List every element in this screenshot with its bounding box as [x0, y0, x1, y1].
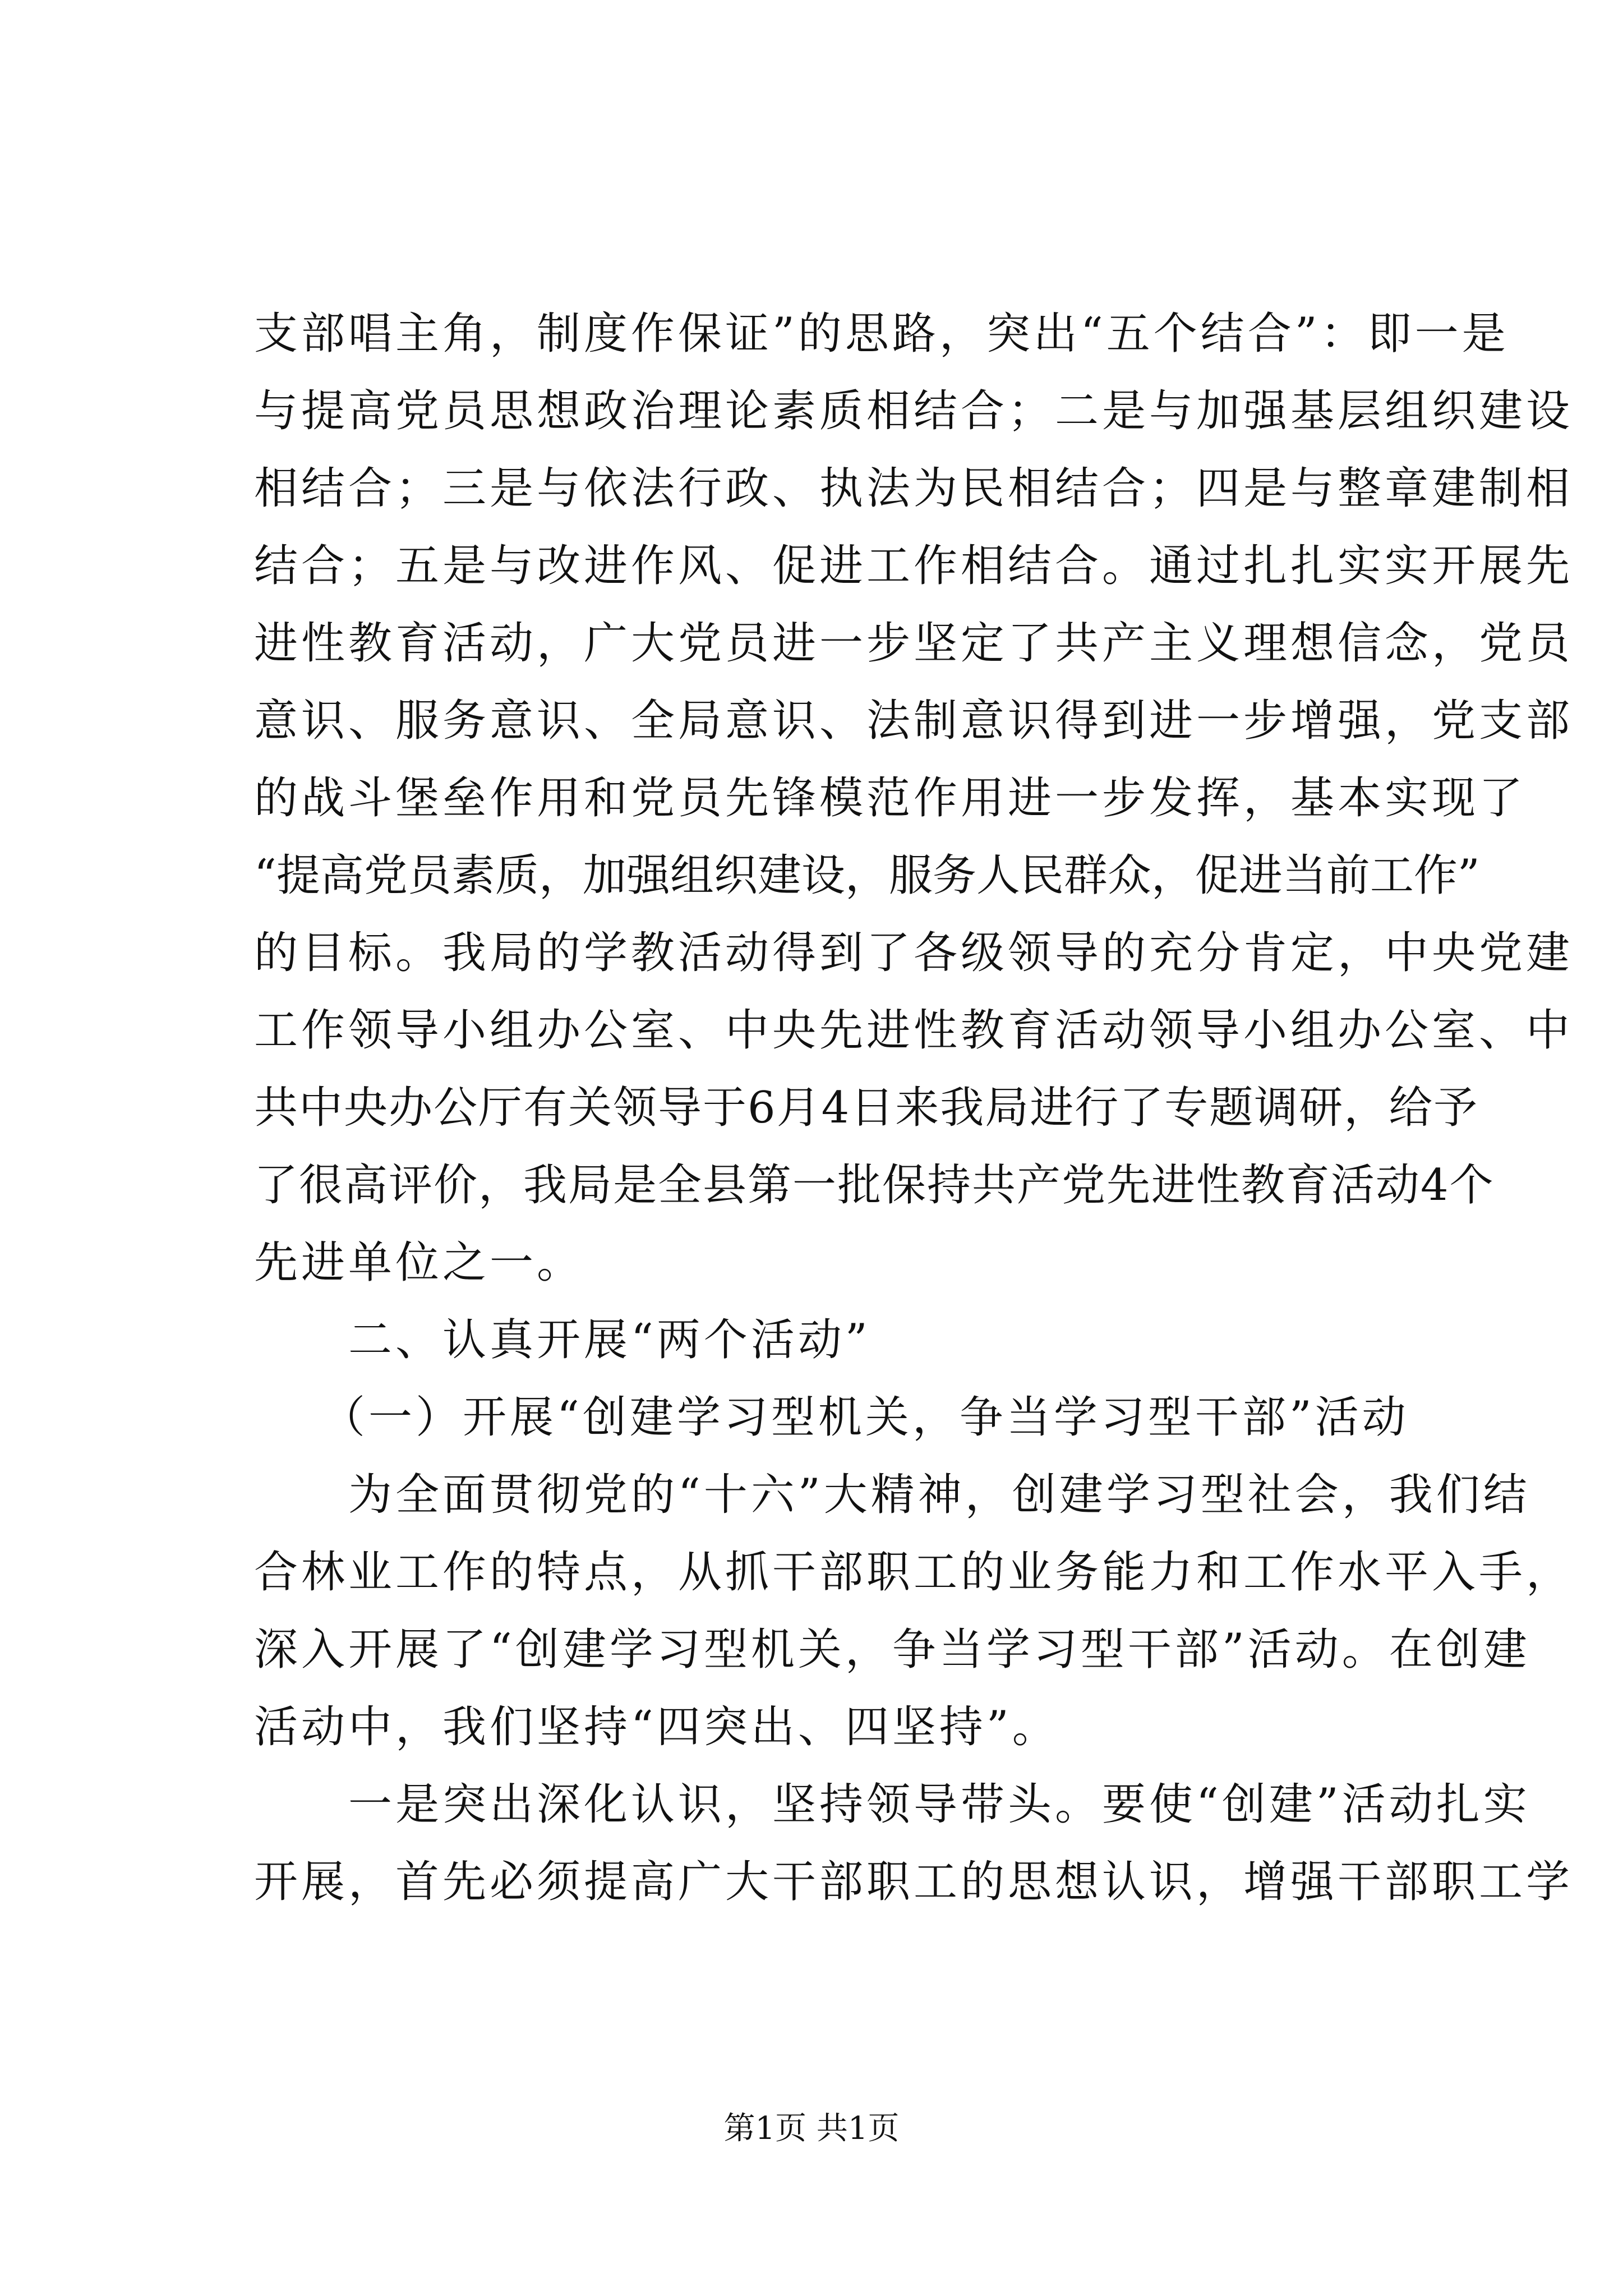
text-line: 共中央办公厅有关领导于6月4日来我局进行了专题调研，给予 [254, 1083, 1479, 1133]
text-line: 的战斗堡垒作用和党员先锋模范作用进一步发挥，基本实现了 [254, 773, 1527, 823]
text-line: 先进单位之一。 [254, 1237, 584, 1288]
subsection-heading: （一）开展“创建学习型机关，争当学习型干部”活动 [321, 1392, 1409, 1443]
page-footer: 第1页 共1页 [723, 2110, 900, 2147]
text-line: 进性教育活动，广大党员进一步坚定了共产主义理想信念，党员 [254, 618, 1574, 669]
text-line: 合林业工作的特点，从抓干部职工的业务能力和工作水平入手， [254, 1547, 1574, 1598]
text-line: 的目标。我局的学教活动得到了各级领导的充分肯定，中央党建 [254, 928, 1574, 978]
text-line: 与提高党员思想政治理论素质相结合；二是与加强基层组织建设 [254, 386, 1574, 436]
text-line: 开展，首先必须提高广大干部职工的思想认识，增强干部职工学 [254, 1857, 1574, 1907]
text-line: 一是突出深化认识，坚持领导带头。要使“创建”活动扎实 [348, 1779, 1530, 1830]
text-line: 为全面贯彻党的“十六”大精神，创建学习型社会，我们结 [348, 1470, 1530, 1520]
text-line: 结合；五是与改进作风、促进工作相结合。通过扎扎实实开展先 [254, 541, 1574, 591]
text-line: 了很高评价，我局是全县第一批保持共产党先进性教育活动4个 [254, 1160, 1495, 1211]
text-line: 支部唱主角，制度作保证”的思路，突出“五个结合”：即一是 [254, 309, 1509, 359]
section-heading: 二、认真开展“两个活动” [348, 1315, 871, 1365]
text-line: 相结合；三是与依法行政、执法为民相结合；四是与整章建制相 [254, 463, 1574, 514]
text-line: 深入开展了“创建学习型机关，争当学习型干部”活动。在创建 [254, 1625, 1530, 1675]
text-line: “提高党员素质，加强组织建设，服务人民群众，促进当前工作” [254, 850, 1480, 901]
text-line: 活动中，我们坚持“四突出、四坚持”。 [254, 1702, 1059, 1752]
text-line: 工作领导小组办公室、中央先进性教育活动领导小组办公室、中 [254, 1005, 1574, 1056]
text-line: 意识、服务意识、全局意识、法制意识得到进一步增强，党支部 [254, 696, 1574, 746]
